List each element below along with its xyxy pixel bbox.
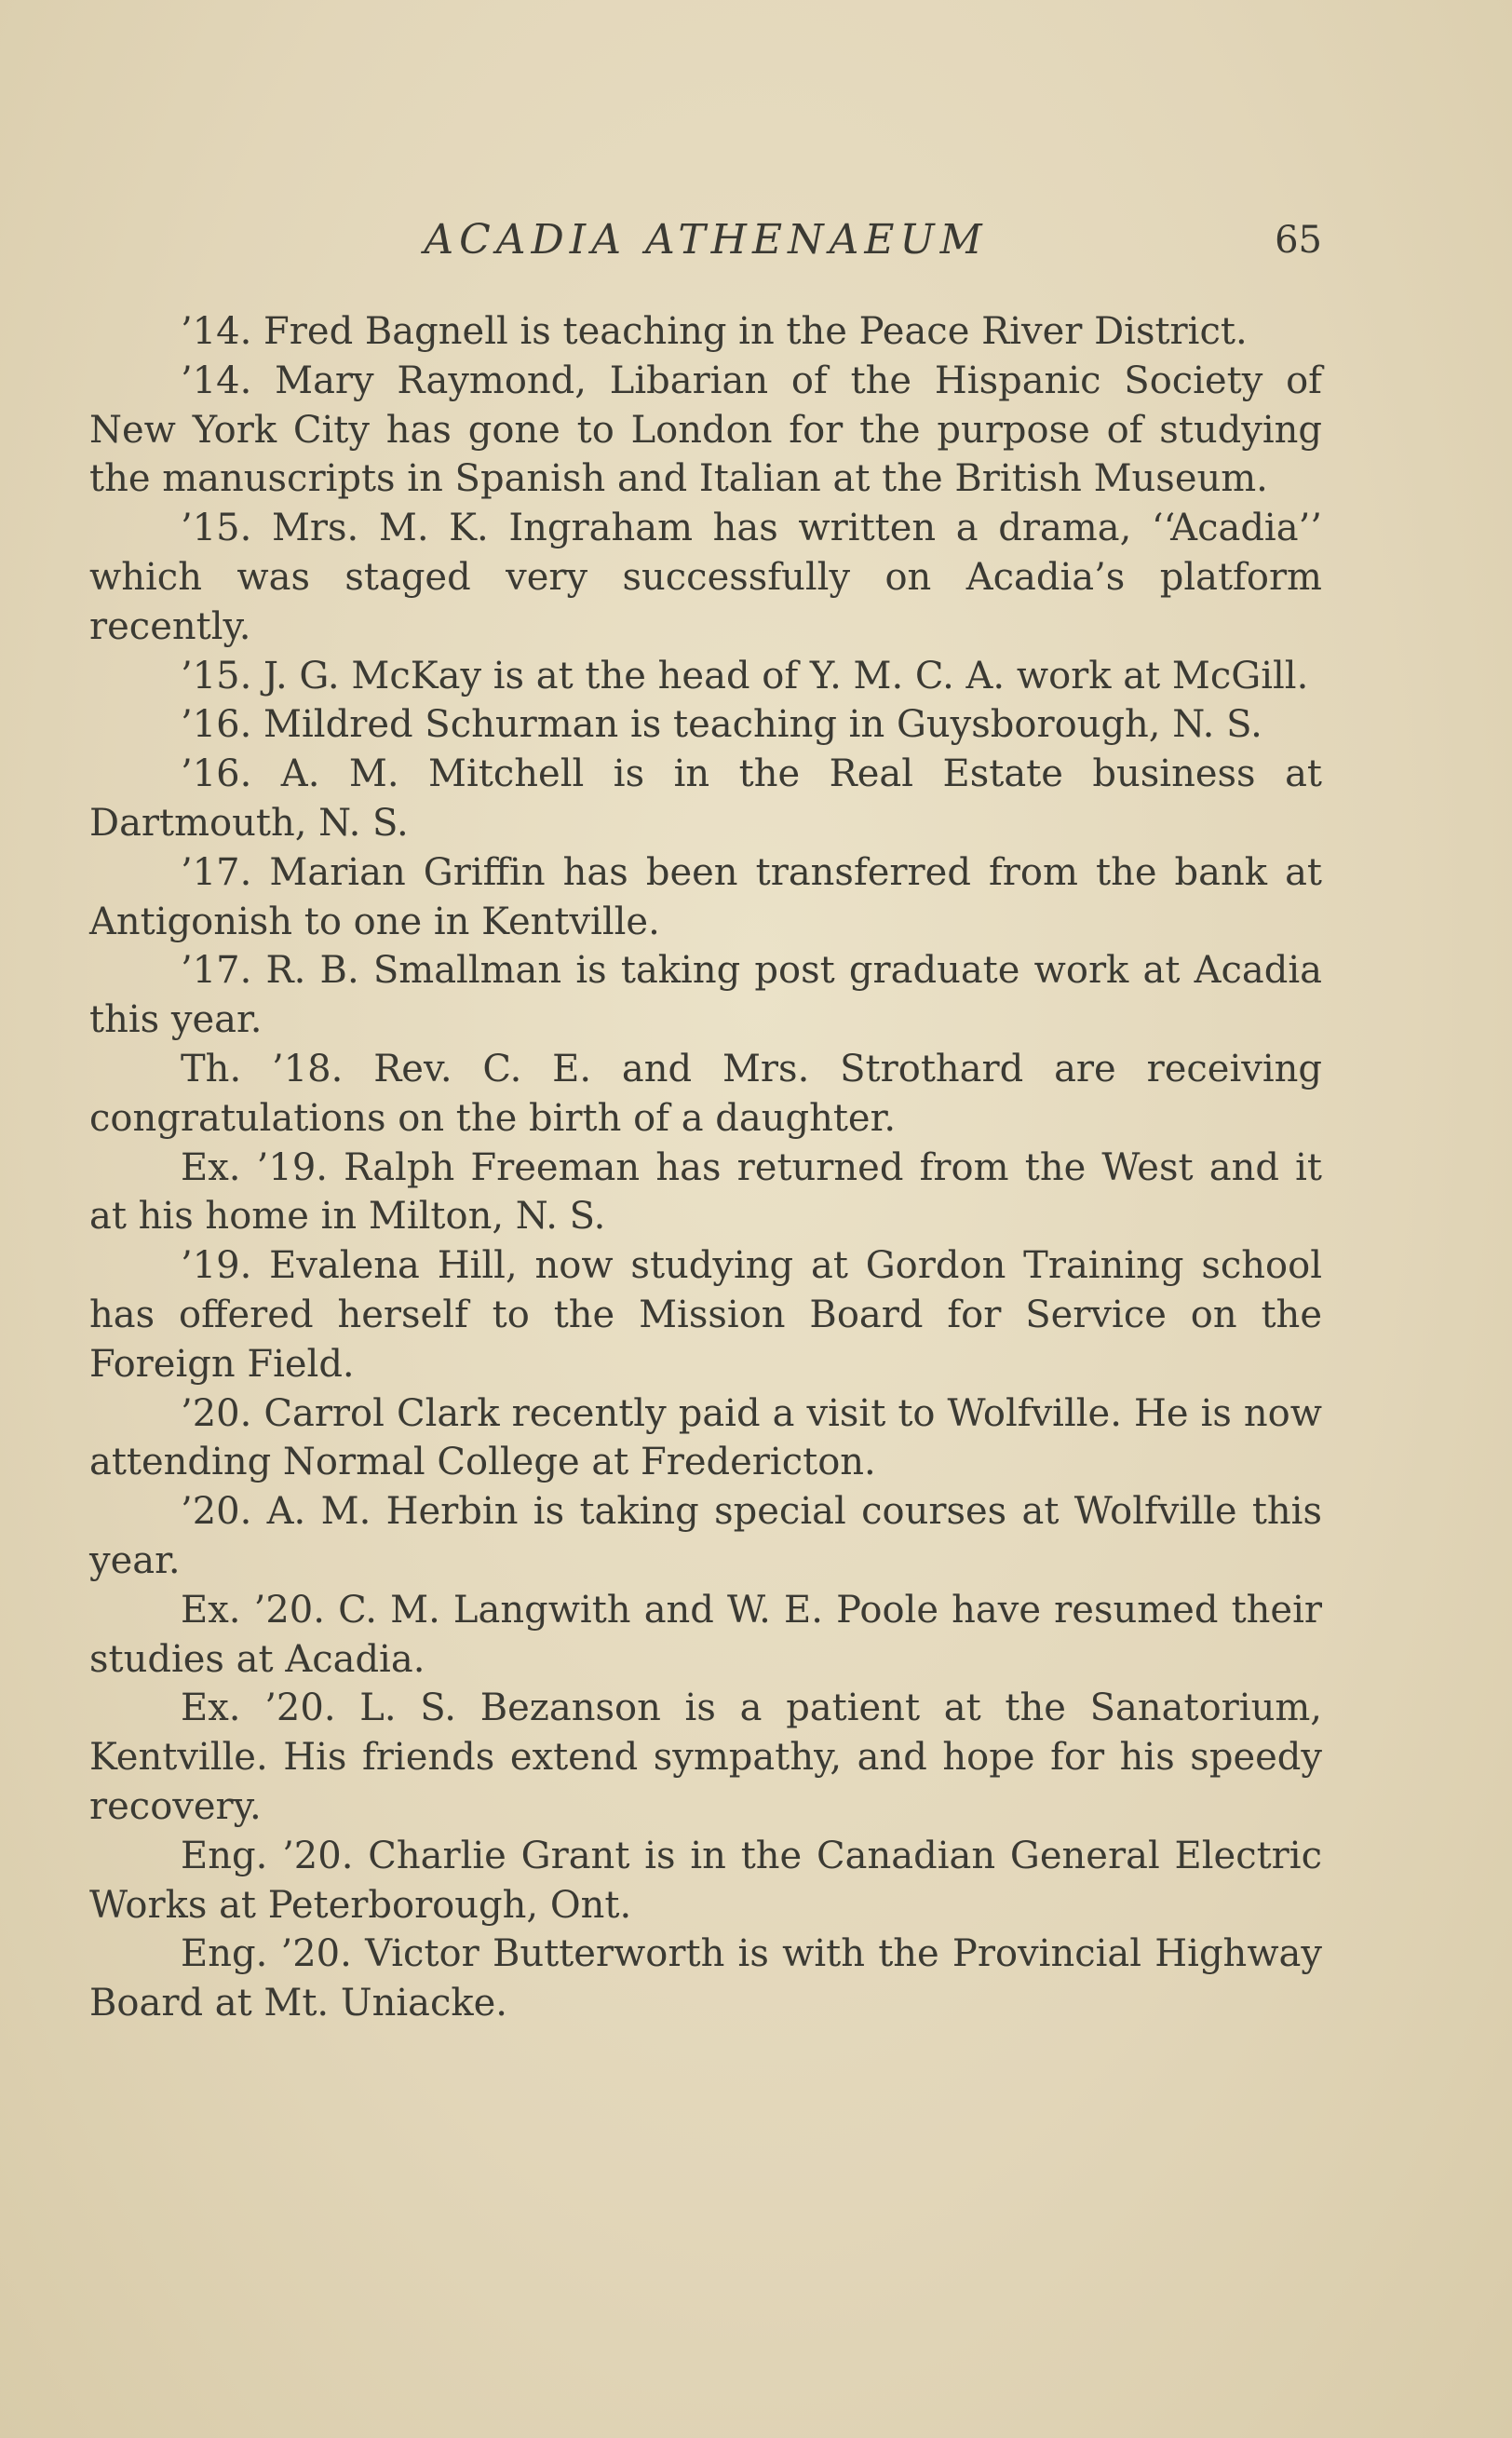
alumni-note: Th. ’18. Rev. C. E. and Mrs. Strothard are receiving congratulations on the birth of a daughter. (89, 1047, 1322, 1140)
alumni-note: ’17. Marian Griffin has been transferred from the bank at Antigonish to one in Kentville. (89, 850, 1322, 943)
page-number: 65 (1275, 219, 1322, 262)
alumni-note: ’15. J. G. McKay is at the head of Y. M. C. A. work at McGill. (181, 654, 1309, 698)
alumni-note: ’16. Mildred Schurman is teaching in Guysborough, N. S. (181, 703, 1262, 747)
page-header (89, 212, 1322, 268)
alumni-note: Ex. ’19. Ralph Freeman has returned from the West and it at his home in Milton, N. S. (89, 1145, 1322, 1239)
alumni-note: ’14. Mary Raymond, Libarian of the Hispanic Society of New York City has gone to London for the purpose of studying the manuscripts in Spanish and Italian at the British Museum. (89, 359, 1322, 501)
alumni-note: Eng. ’20. Charlie Grant is in the Canadian General Electric Works at Peterborough, Ont. (89, 1834, 1322, 1927)
alumni-note: Eng. ’20. Victor Butterworth is with the Provincial Highway Board at Mt. Uniacke. (89, 1932, 1322, 2025)
alumni-note: ’19. Evalena Hill, now studying at Gordon Training school has offered herself to the Mission Board for Service on the Foreign Field. (89, 1244, 1322, 1386)
alumni-note: ’14. Fred Bagnell is teaching in the Peace River District. (181, 310, 1248, 353)
alumni-note: ’17. R. B. Smallman is taking post graduate work at Acadia this year. (89, 949, 1322, 1042)
alumni-notes (89, 307, 1322, 2028)
alumni-note: ’16. A. M. Mitchell is in the Real Estate business at Dartmouth, N. S. (89, 752, 1322, 845)
alumni-note: ’20. Carrol Clark recently paid a visit to Wolfville. He is now attending Normal College at Fredericton. (89, 1391, 1322, 1484)
running-title: ACADIA ATHENAEUM (424, 216, 988, 264)
alumni-note: ’20. A. M. Herbin is taking special courses at Wolfville this year. (89, 1490, 1322, 1582)
alumni-note: ’15. Mrs. M. K. Ingraham has written a drama, ‘‘Acadia’’ which was staged very successfully on Acadia’s platform recently. (89, 507, 1322, 648)
alumni-note: Ex. ’20. C. M. Langwith and W. E. Poole have resumed their studies at Acadia. (89, 1588, 1322, 1681)
alumni-note: Ex. ’20. L. S. Bezanson is a patient at the Sanatorium, Kentville. His friends extend sympathy, and hope for his speedy recovery. (89, 1686, 1322, 1828)
